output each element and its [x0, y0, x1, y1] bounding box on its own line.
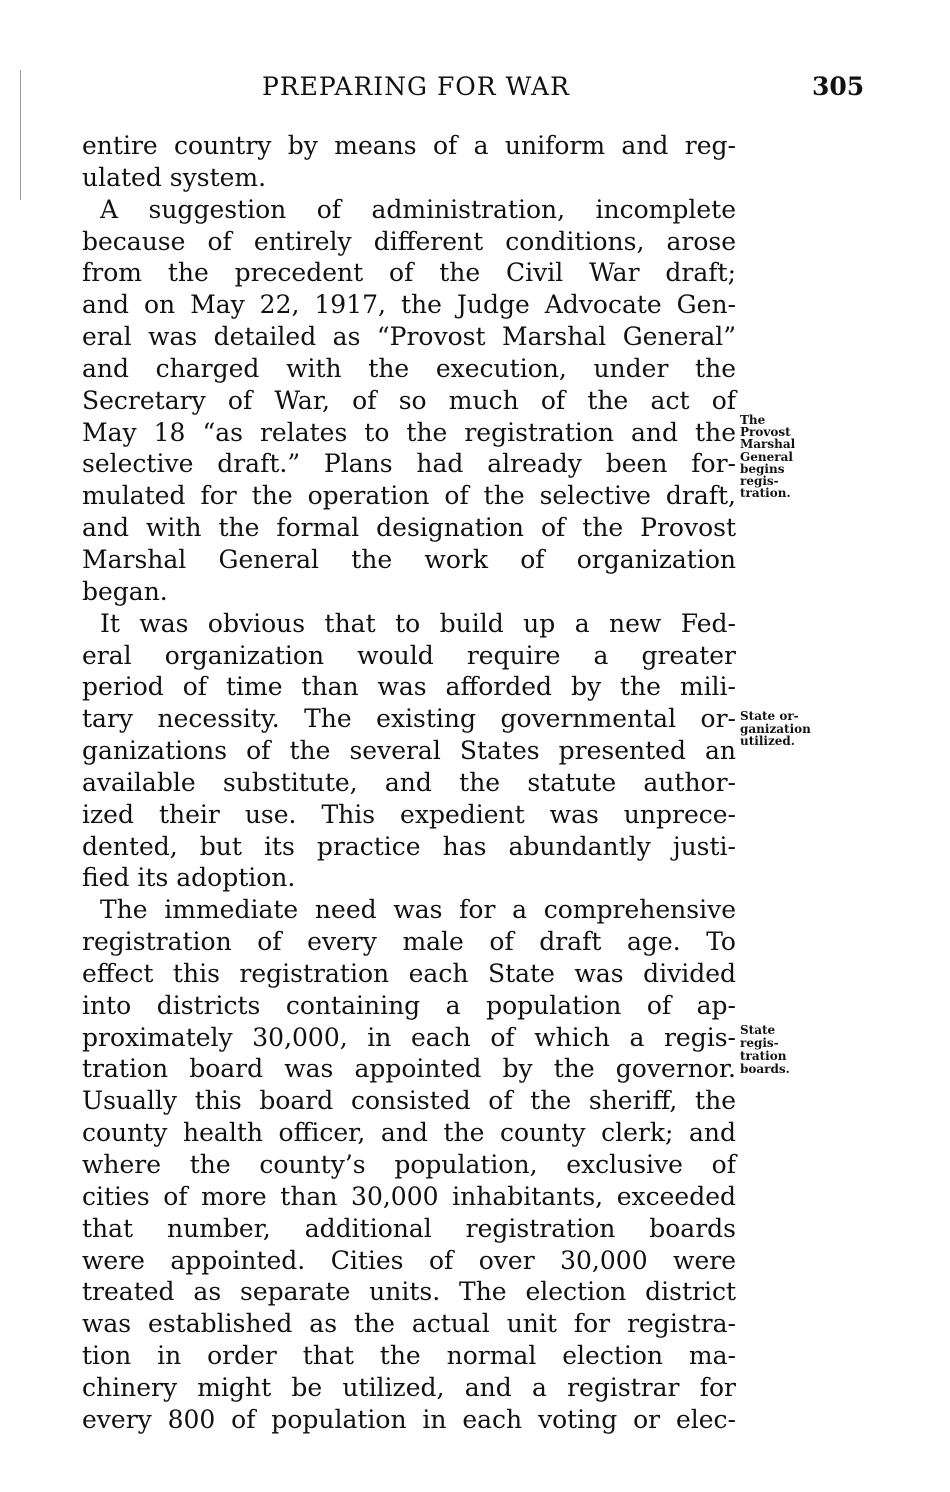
text-line: selective draft.” Plans had already been for- [82, 449, 736, 479]
side-note-state-organization [740, 710, 811, 748]
side-note-registration-boards [740, 1024, 790, 1076]
text-line: proximately 30,000, in each of which a regis- [82, 1022, 736, 1052]
text-line: from the precedent of the Civil War draft; [82, 258, 736, 288]
text-line: cities of more than 30,000 inhabitants, exceeded [82, 1181, 736, 1211]
text-line: ized their use. This expedient was unprece- [82, 799, 736, 829]
text-line: eral was detailed as “Provost Marshal General” [82, 322, 736, 352]
side-note-line: State or- [740, 709, 799, 723]
text-line: It was obvious that to build up a new Fed- [100, 608, 736, 638]
text-line: eral organization would require a greater [82, 640, 736, 670]
text-line: Secretary of War, of so much of the act of [82, 385, 736, 415]
text-line: were appointed. Cities of over 30,000 were [82, 1245, 736, 1275]
text-line: tion in order that the normal election ma- [82, 1341, 736, 1371]
text-line: was established as the actual unit for registra- [82, 1309, 736, 1339]
text-line: available substitute, and the statute author- [82, 767, 736, 797]
text-line: treated as separate units. The election district [82, 1277, 736, 1307]
text-line: May 18 “as relates to the registration and the [82, 417, 736, 447]
side-note-line: tration [740, 1049, 787, 1063]
page-number: 305 [812, 72, 865, 101]
text-line: ulated system. [82, 162, 267, 192]
text-line: and on May 22, 1917, the Judge Advocate Gen- [82, 290, 736, 320]
text-line: registration of every male of draft age. To [82, 927, 736, 957]
text-line: Marshal General the work of organization [82, 544, 736, 574]
side-note-line: General [740, 449, 793, 464]
text-line: A suggestion of administration, incomplete [100, 194, 736, 224]
page-header [0, 72, 950, 112]
side-note-line: regis- [740, 474, 779, 489]
text-line: tary necessity. The existing governmental or- [82, 704, 736, 734]
text-line: mulated for the operation of the selective draft, [82, 481, 736, 511]
running-title: PREPARING FOR WAR [262, 72, 570, 101]
side-note-line: ganization [740, 721, 811, 736]
text-line: county health officer, and the county clerk; and [82, 1118, 736, 1148]
side-note-line: The [740, 413, 766, 427]
text-line: that number, additional registration boards [82, 1213, 736, 1243]
text-line: because of entirely different conditions, arose [82, 226, 736, 256]
text-line: entire country by means of a uniform and reg- [82, 131, 736, 160]
text-line: began. [82, 576, 168, 606]
text-line: into districts containing a population of ap- [82, 990, 736, 1020]
text-line: The immediate need was for a comprehensive [100, 895, 736, 925]
text-line: dented, but its practice has abundantly justi- [82, 831, 736, 861]
text-line: period of time than was afforded by the mili- [82, 672, 736, 702]
side-note-line: Provost [740, 425, 791, 440]
text-line: and charged with the execution, under the [82, 353, 736, 383]
text-line: fied its adoption. [82, 863, 296, 893]
side-note-line: begins [740, 461, 785, 476]
side-note-line: State [740, 1023, 776, 1037]
text-line: where the county’s population, exclusive of [82, 1150, 736, 1179]
body-text [82, 130, 736, 1436]
side-note-line: regis- [740, 1036, 779, 1050]
text-line: Usually this board consisted of the sheriff, the [82, 1086, 736, 1116]
text-line: ganizations of the several States presented an [82, 736, 736, 766]
side-note-line: utilized. [740, 734, 795, 748]
text-line: tration board was appointed by the governor. [82, 1054, 736, 1084]
text-line: every 800 of population in each voting or elec- [82, 1404, 736, 1434]
side-note-line: Marshal [740, 437, 796, 452]
text-line: chinery might be utilized, and a registrar for [82, 1372, 736, 1402]
side-note-line: boards. [740, 1062, 790, 1076]
side-note-provost-marshal [740, 414, 795, 499]
text-line: and with the formal designation of the Provost [82, 513, 736, 543]
text-line: effect this registration each State was divided [82, 958, 736, 988]
side-note-line: tration. [740, 486, 791, 501]
